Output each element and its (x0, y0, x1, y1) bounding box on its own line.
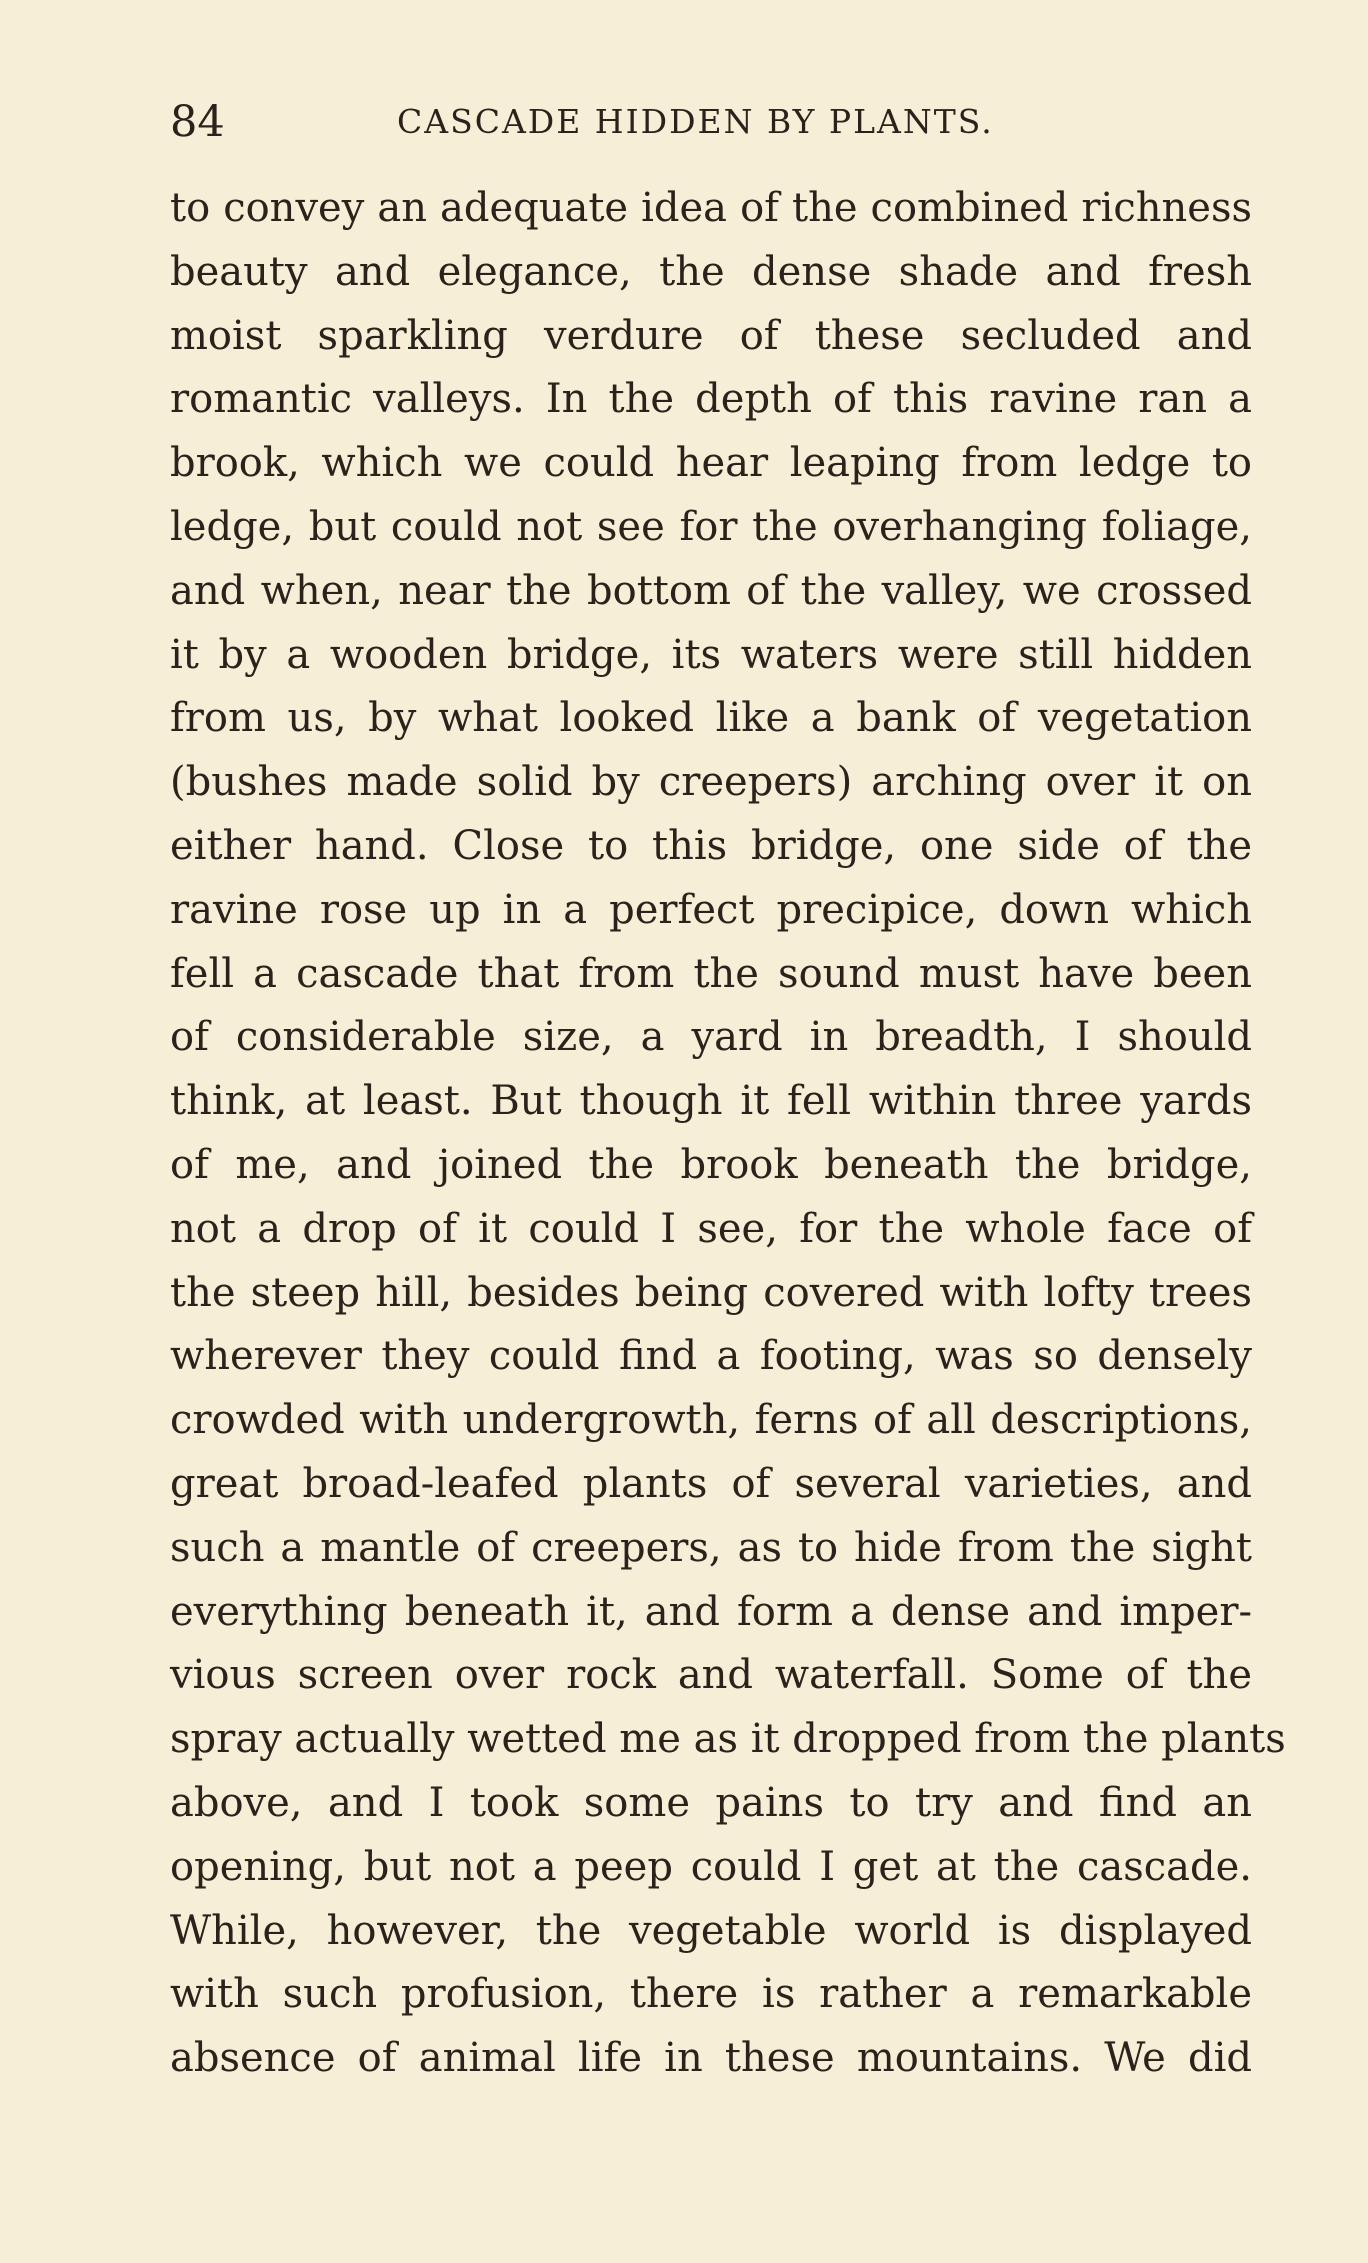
text-line: think, at least. But though it fell within three yards (170, 1078, 1252, 1125)
text-line: brook, which we could hear leaping from ledge to (170, 440, 1252, 487)
text-line: beauty and elegance, the dense shade and fresh (170, 248, 1252, 295)
text-line: (bushes made solid by creepers) arching over it on (170, 759, 1252, 806)
text-line: everything beneath it, and form a dense and imper- (170, 1588, 1252, 1635)
text-line: such a mantle of creepers, as to hide from the sight (170, 1524, 1252, 1571)
text-line: ledge, but could not see for the overhanging foliage, (170, 503, 1252, 550)
text-line: great broad-leafed plants of several varieties, and (170, 1460, 1252, 1507)
text-line: it by a wooden bridge, its waters were still hidden (170, 631, 1252, 678)
text-line: from us, by what looked like a bank of vegetation (170, 695, 1252, 742)
text-line: moist sparkling verdure of these secluded and (170, 312, 1252, 359)
running-head: CASCADE HIDDEN BY PLANTS. (397, 102, 994, 141)
text-line: to convey an adequate idea of the combined richness (170, 185, 1252, 231)
text-line: opening, but not a peep could I get at the cascade. (170, 1843, 1252, 1890)
text-line: of considerable size, a yard in breadth, I should (170, 1014, 1252, 1061)
text-line: While, however, the vegetable world is displayed (170, 1907, 1252, 1954)
text-line: not a drop of it could I see, for the whole face of (170, 1205, 1252, 1252)
text-line: and when, near the bottom of the valley, we crossed (170, 567, 1252, 614)
text-line: either hand. Close to this bridge, one side of the (170, 822, 1252, 869)
page-number: 84 (170, 97, 225, 147)
text-line: with such profusion, there is rather a remarkable (170, 1971, 1252, 2018)
text-line: of me, and joined the brook beneath the bridge, (170, 1141, 1252, 1188)
text-line: above, and I took some pains to try and find an (170, 1779, 1252, 1826)
text-line: the steep hill, besides being covered with lofty trees (170, 1269, 1252, 1316)
text-line: fell a cascade that from the sound must have been (170, 950, 1252, 997)
body-text (170, 177, 1286, 2091)
text-line: romantic valleys. In the depth of this ravine ran a (170, 376, 1252, 423)
text-line: absence of animal life in these mountains. We did (170, 2035, 1252, 2082)
text-line: crowded with undergrowth, ferns of all descriptions, (170, 1397, 1252, 1444)
text-line: spray actually wetted me as it dropped from the plants (170, 1716, 1286, 1763)
page-header (170, 92, 1252, 152)
text-line: wherever they could find a footing, was so densely (170, 1333, 1252, 1380)
text-line: vious screen over rock and waterfall. Some of the (170, 1652, 1252, 1699)
text-line: ravine rose up in a perfect precipice, down which (170, 886, 1252, 933)
